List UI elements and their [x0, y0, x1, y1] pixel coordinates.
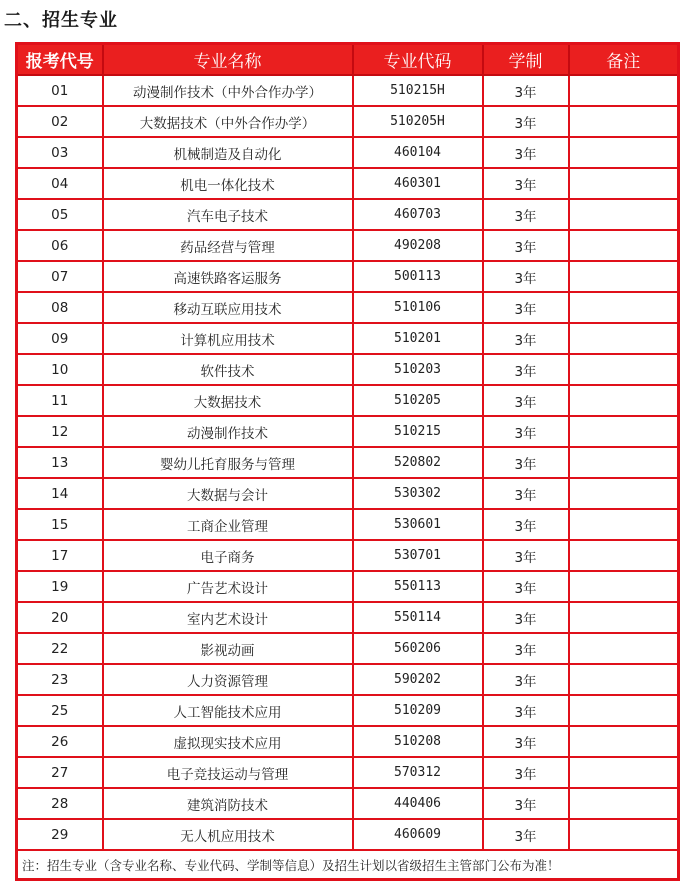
table-row	[17, 726, 679, 757]
major-code-cell: 510201	[353, 323, 483, 354]
report-code-cell: 06	[17, 230, 103, 261]
duration-cell: 3年	[483, 478, 569, 509]
remarks-cell	[569, 602, 679, 633]
duration-cell: 3年	[483, 757, 569, 788]
remarks-cell	[569, 292, 679, 323]
remarks-cell	[569, 75, 679, 106]
table-row	[17, 757, 679, 788]
major-name-cell: 动漫制作技术（中外合作办学）	[103, 75, 353, 106]
remarks-cell	[569, 416, 679, 447]
major-name-cell: 大数据技术	[103, 385, 353, 416]
report-code-cell: 03	[17, 137, 103, 168]
report-code-cell: 23	[17, 664, 103, 695]
major-code-cell: 510203	[353, 354, 483, 385]
duration-cell: 3年	[483, 261, 569, 292]
table-row	[17, 385, 679, 416]
major-name-cell: 计算机应用技术	[103, 323, 353, 354]
table-note: 注：招生专业（含专业名称、专业代码、学制等信息）及招生计划以省级招生主管部门公布为准！	[17, 850, 679, 880]
major-name-cell: 大数据技术（中外合作办学）	[103, 106, 353, 137]
remarks-cell	[569, 664, 679, 695]
remarks-cell	[569, 447, 679, 478]
report-code-cell: 09	[17, 323, 103, 354]
duration-cell: 3年	[483, 416, 569, 447]
report-code-cell: 01	[17, 75, 103, 106]
major-name-cell: 汽车电子技术	[103, 199, 353, 230]
duration-cell: 3年	[483, 292, 569, 323]
major-name-cell: 无人机应用技术	[103, 819, 353, 850]
majors-table	[15, 42, 680, 881]
remarks-cell	[569, 199, 679, 230]
major-code-cell: 510205H	[353, 106, 483, 137]
duration-cell: 3年	[483, 571, 569, 602]
majors-table-container	[15, 42, 677, 881]
duration-cell: 3年	[483, 602, 569, 633]
major-name-cell: 人力资源管理	[103, 664, 353, 695]
section-title: 二、招生专业	[4, 10, 118, 31]
table-row	[17, 292, 679, 323]
report-code-cell: 29	[17, 819, 103, 850]
major-code-cell: 460104	[353, 137, 483, 168]
major-code-cell: 510205	[353, 385, 483, 416]
major-name-cell: 机电一体化技术	[103, 168, 353, 199]
duration-cell: 3年	[483, 199, 569, 230]
duration-cell: 3年	[483, 788, 569, 819]
duration-cell: 3年	[483, 385, 569, 416]
remarks-cell	[569, 323, 679, 354]
major-code-cell: 440406	[353, 788, 483, 819]
remarks-cell	[569, 819, 679, 850]
remarks-cell	[569, 571, 679, 602]
report-code-cell: 14	[17, 478, 103, 509]
duration-cell: 3年	[483, 75, 569, 106]
major-name-cell: 人工智能技术应用	[103, 695, 353, 726]
remarks-cell	[569, 261, 679, 292]
major-name-cell: 建筑消防技术	[103, 788, 353, 819]
table-row	[17, 478, 679, 509]
remarks-cell	[569, 106, 679, 137]
report-code-cell: 11	[17, 385, 103, 416]
major-code-cell: 460703	[353, 199, 483, 230]
major-code-cell: 510215	[353, 416, 483, 447]
remarks-cell	[569, 788, 679, 819]
table-row	[17, 354, 679, 385]
table-row	[17, 261, 679, 292]
major-name-cell: 动漫制作技术	[103, 416, 353, 447]
duration-cell: 3年	[483, 509, 569, 540]
table-row	[17, 819, 679, 850]
major-code-cell: 510215H	[353, 75, 483, 106]
major-code-cell: 530701	[353, 540, 483, 571]
major-name-cell: 机械制造及自动化	[103, 137, 353, 168]
major-code-cell: 520802	[353, 447, 483, 478]
major-name-cell: 移动互联应用技术	[103, 292, 353, 323]
major-name-cell: 电子竞技运动与管理	[103, 757, 353, 788]
duration-cell: 3年	[483, 323, 569, 354]
report-code-cell: 13	[17, 447, 103, 478]
major-code-cell: 570312	[353, 757, 483, 788]
note-row	[17, 850, 679, 880]
duration-cell: 3年	[483, 168, 569, 199]
table-row	[17, 571, 679, 602]
table-row	[17, 106, 679, 137]
header-duration: 学制	[483, 44, 569, 76]
duration-cell: 3年	[483, 664, 569, 695]
report-code-cell: 04	[17, 168, 103, 199]
major-code-cell: 550113	[353, 571, 483, 602]
remarks-cell	[569, 757, 679, 788]
remarks-cell	[569, 509, 679, 540]
duration-cell: 3年	[483, 726, 569, 757]
major-name-cell: 婴幼儿托育服务与管理	[103, 447, 353, 478]
header-major-name: 专业名称	[103, 44, 353, 76]
major-code-cell: 500113	[353, 261, 483, 292]
major-name-cell: 药品经营与管理	[103, 230, 353, 261]
major-code-cell: 530601	[353, 509, 483, 540]
duration-cell: 3年	[483, 540, 569, 571]
table-row	[17, 323, 679, 354]
report-code-cell: 26	[17, 726, 103, 757]
major-name-cell: 软件技术	[103, 354, 353, 385]
major-code-cell: 490208	[353, 230, 483, 261]
major-name-cell: 虚拟现实技术应用	[103, 726, 353, 757]
report-code-cell: 22	[17, 633, 103, 664]
major-code-cell: 460301	[353, 168, 483, 199]
major-code-cell: 510208	[353, 726, 483, 757]
report-code-cell: 05	[17, 199, 103, 230]
table-row	[17, 168, 679, 199]
header-code: 报考代号	[17, 44, 103, 76]
table-row	[17, 416, 679, 447]
report-code-cell: 19	[17, 571, 103, 602]
duration-cell: 3年	[483, 137, 569, 168]
report-code-cell: 28	[17, 788, 103, 819]
remarks-cell	[569, 168, 679, 199]
table-row	[17, 664, 679, 695]
report-code-cell: 27	[17, 757, 103, 788]
major-code-cell: 510209	[353, 695, 483, 726]
table-row	[17, 602, 679, 633]
major-code-cell: 590202	[353, 664, 483, 695]
report-code-cell: 02	[17, 106, 103, 137]
header-remarks: 备注	[569, 44, 679, 76]
major-name-cell: 工商企业管理	[103, 509, 353, 540]
major-code-cell: 550114	[353, 602, 483, 633]
major-name-cell: 高速铁路客运服务	[103, 261, 353, 292]
remarks-cell	[569, 354, 679, 385]
remarks-cell	[569, 726, 679, 757]
major-code-cell: 530302	[353, 478, 483, 509]
table-row	[17, 633, 679, 664]
table-row	[17, 75, 679, 106]
table-row	[17, 137, 679, 168]
duration-cell: 3年	[483, 819, 569, 850]
major-name-cell: 室内艺术设计	[103, 602, 353, 633]
remarks-cell	[569, 633, 679, 664]
report-code-cell: 10	[17, 354, 103, 385]
duration-cell: 3年	[483, 230, 569, 261]
table-row	[17, 540, 679, 571]
table-row	[17, 447, 679, 478]
major-code-cell: 460609	[353, 819, 483, 850]
major-name-cell: 广告艺术设计	[103, 571, 353, 602]
duration-cell: 3年	[483, 106, 569, 137]
table-row	[17, 230, 679, 261]
table-row	[17, 788, 679, 819]
major-code-cell: 560206	[353, 633, 483, 664]
duration-cell: 3年	[483, 447, 569, 478]
report-code-cell: 17	[17, 540, 103, 571]
major-code-cell: 510106	[353, 292, 483, 323]
report-code-cell: 25	[17, 695, 103, 726]
remarks-cell	[569, 478, 679, 509]
header-major-code: 专业代码	[353, 44, 483, 76]
report-code-cell: 15	[17, 509, 103, 540]
report-code-cell: 07	[17, 261, 103, 292]
remarks-cell	[569, 230, 679, 261]
report-code-cell: 12	[17, 416, 103, 447]
table-row	[17, 695, 679, 726]
report-code-cell: 20	[17, 602, 103, 633]
remarks-cell	[569, 385, 679, 416]
table-row	[17, 199, 679, 230]
remarks-cell	[569, 137, 679, 168]
remarks-cell	[569, 540, 679, 571]
major-name-cell: 大数据与会计	[103, 478, 353, 509]
table-row	[17, 509, 679, 540]
major-name-cell: 电子商务	[103, 540, 353, 571]
report-code-cell: 08	[17, 292, 103, 323]
duration-cell: 3年	[483, 695, 569, 726]
duration-cell: 3年	[483, 354, 569, 385]
remarks-cell	[569, 695, 679, 726]
major-name-cell: 影视动画	[103, 633, 353, 664]
table-header-row	[17, 44, 679, 76]
duration-cell: 3年	[483, 633, 569, 664]
